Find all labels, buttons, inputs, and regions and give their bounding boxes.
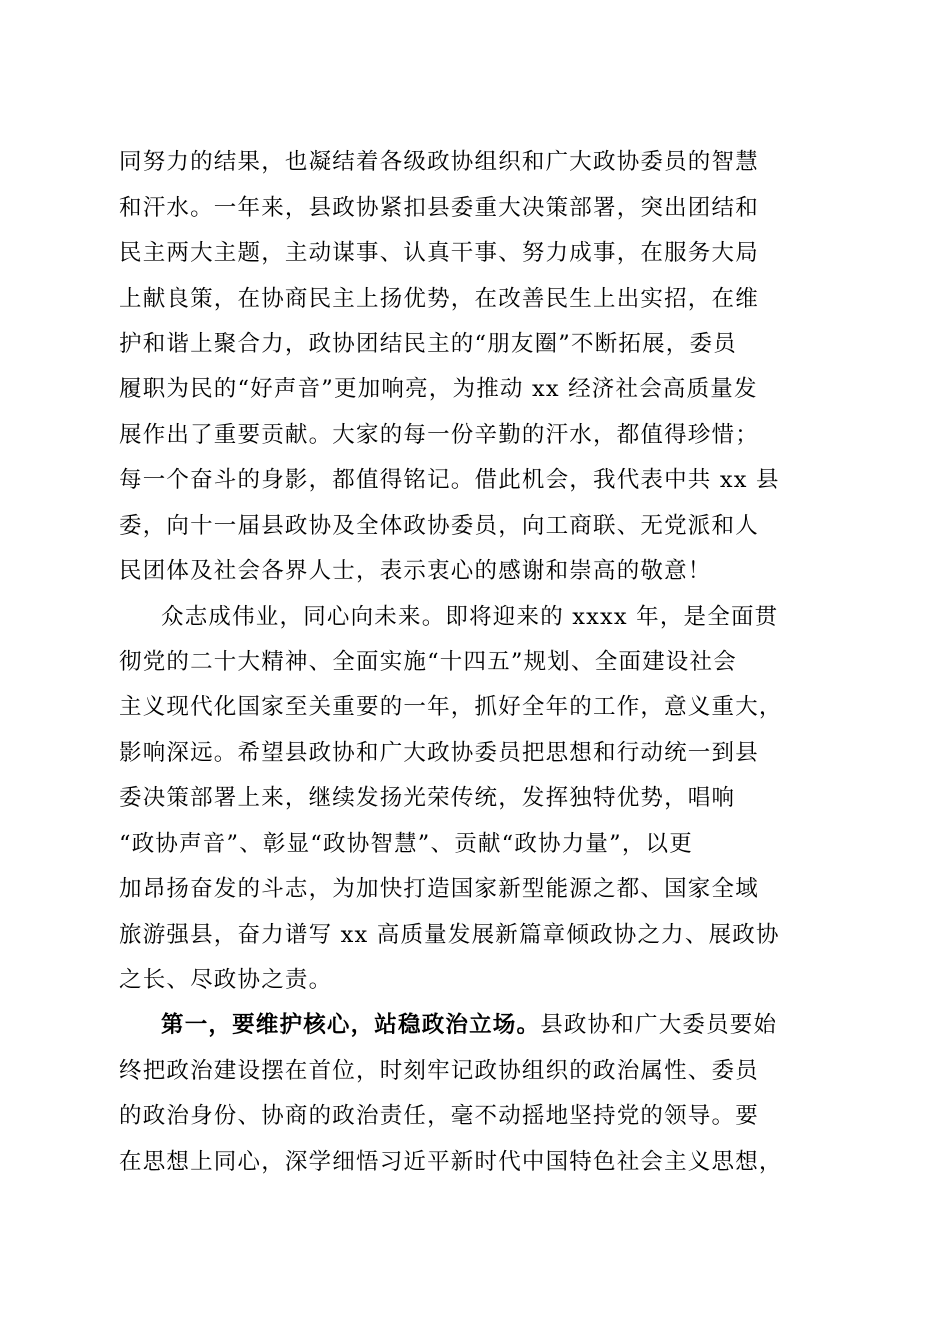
paragraph-3-line: 终把政治建设摆在首位，时刻牢记政协组织的政治属性、委员 xyxy=(119,1058,759,1084)
paragraph-1-line: 民团体及社会各界人士，表示衷心的感谢和崇高的敬意！ xyxy=(119,558,712,584)
paragraph-1-line: 民主两大主题，主动谋事、认真干事、努力成事，在服务大局 xyxy=(119,240,759,266)
paragraph-3-line: 在思想上同心，深学细悟习近平新时代中国特色社会主义思想， xyxy=(119,1149,783,1175)
paragraph-1-line: 护和谐上聚合力，政协团结民主的“朋友圈”不断拓展，委员 xyxy=(119,331,737,357)
paragraph-2-line: 加昂扬奋发的斗志，为加快打造国家新型能源之都、国家全域 xyxy=(119,876,759,902)
paragraph-1-line: 展作出了重要贡献。大家的每一份辛勤的汗水，都值得珍惜； xyxy=(119,422,759,448)
paragraph-2-line: 主义现代化国家至关重要的一年，抓好全年的工作，意义重大， xyxy=(119,694,783,720)
paragraph-2-line: 影响深远。希望县政协和广大政协委员把思想和行动统一到县 xyxy=(119,740,759,766)
paragraph-2-line: 委决策部署上来，继续发扬光荣传统，发挥独特优势，唱响 xyxy=(119,785,736,811)
paragraph-2-line: 旅游强县，奋力谱写 xx 高质量发展新篇章倾政协之力、展政协 xyxy=(119,922,780,948)
paragraph-3-first-line-text: 县政协和广大委员要始 xyxy=(540,1012,778,1038)
paragraph-3-first-line xyxy=(161,1014,777,1037)
paragraph-3-line: 的政治身份、协商的政治责任，毫不动摇地坚持党的领导。要 xyxy=(119,1103,759,1129)
paragraph-1-line: 履职为民的“好声音”更加响亮，为推动 xx 经济社会高质量发 xyxy=(119,376,758,402)
paragraph-1-line: 委，向十一届县政协及全体政协委员，向工商联、无党派和人 xyxy=(119,513,759,539)
paragraph-2-line: 众志成伟业，同心向未来。即将迎来的 xxxx 年，是全面贯 xyxy=(161,604,779,630)
paragraph-2-line: 彻党的二十大精神、全面实施“十四五”规划、全面建设社会 xyxy=(119,649,737,675)
paragraph-1-line: 同努力的结果，也凝结着各级政协组织和广大政协委员的智慧 xyxy=(119,149,759,175)
paragraph-2-line: 之长、尽政协之责。 xyxy=(119,967,333,993)
paragraph-1-line: 上献良策，在协商民主上扬优势，在改善民生上出实招，在维 xyxy=(119,286,759,312)
paragraph-3-heading: 第一，要维护核心，站稳政治立场。 xyxy=(161,1012,541,1038)
paragraph-2-line: “政协声音”、彰显“政协智慧”、贡献“政协力量”，以更 xyxy=(119,831,693,857)
paragraph-1-line: 和汗水。一年来，县政协紧扣县委重大决策部署，突出团结和 xyxy=(119,195,759,221)
paragraph-1-line: 每一个奋斗的身影，都值得铭记。借此机会，我代表中共 xx 县 xyxy=(119,467,780,493)
